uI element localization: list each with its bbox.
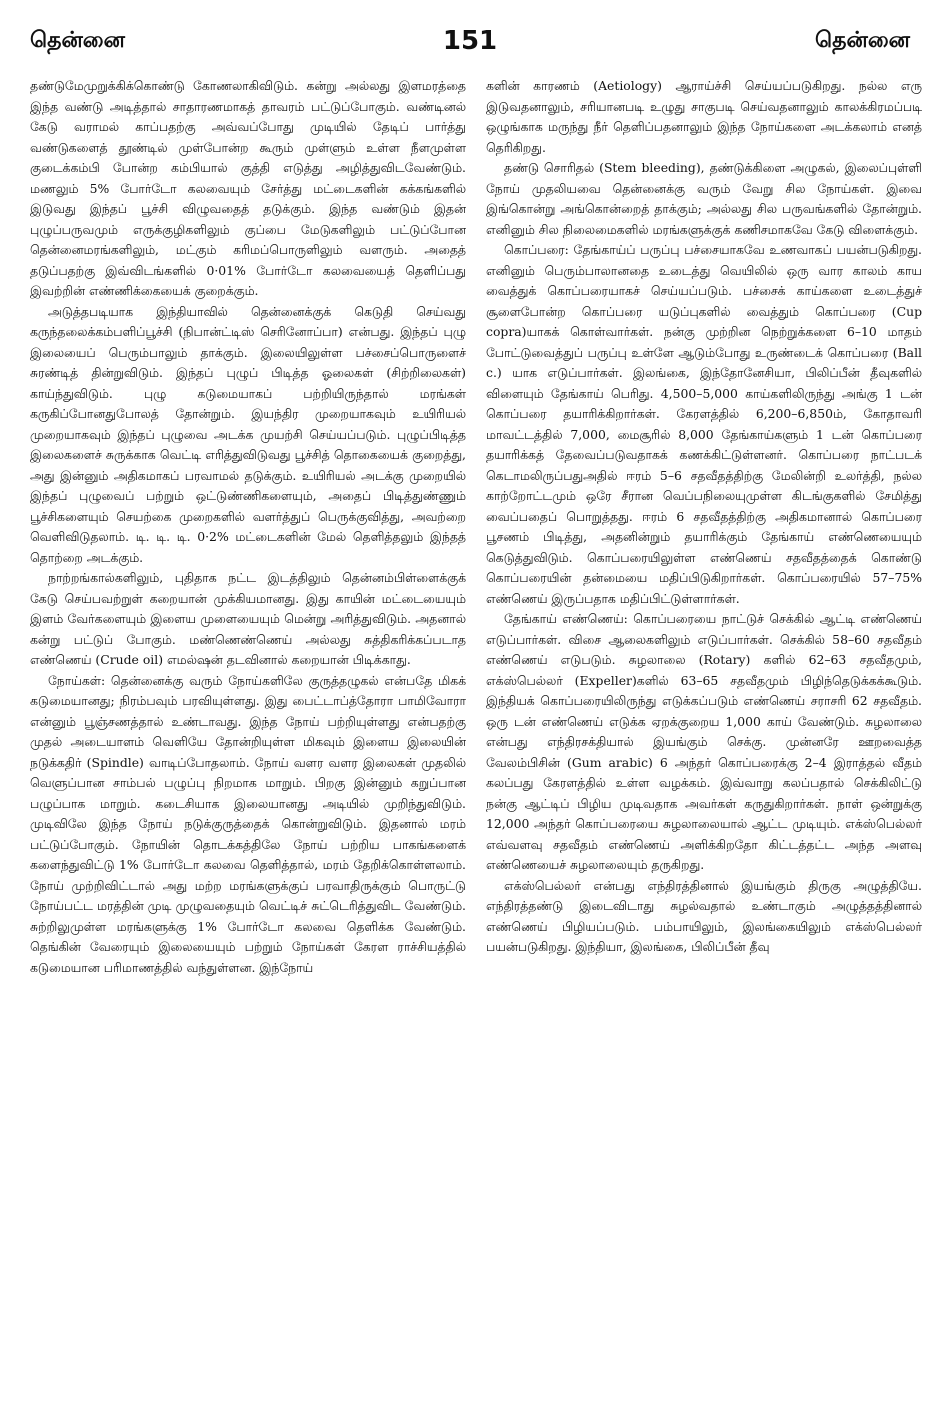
paragraph: தண்டு சொரிதல் (Stem bleeding), தண்டுக்கிளை அழுகல், இலைப்புள்ளி நோய் முதலியவை தென்னைக்கு வரும் வேறு சில நோய்கள். இவை இங்கொன்று அங்கொன்றைத் தாக்கும்; அல்லது சில பருவங்களில் தோன்றும். எனினும் சில நிலைமைகளில் மரங்களுக்குக் கணிசமாகவே கேடு விளைக்கும். — [486, 160, 922, 237]
running-head-right: தென்னை — [815, 28, 910, 53]
paragraph: தண்டுமேமுறுக்கிக்கொண்டு கோணலாகிவிடும். கன்று அல்லது இளமரத்தை இந்த வண்டு அடித்தால் சாதாரணமாகத் தாவரம் பட்டுப்போகும். வண்டினல் கேடு வராமல் காப்பதற்கு அவ்வப்போது முடியில் தேடிப் பார்த்து வண்டுகளைத் தூண்டில் முள்போன்ற கூரும் முள்ளும் உள்ள நீளமுள்ள குடைக்கம்பி போன்ற கம்பியால் குத்தி எடுத்து அழித்துவிடவேண்டும். மணலும் 5% போர்டோ கலவையும் சேர்த்து மட்டைகளின் கக்கங்களில் இடுவது இந்தப் பூச்சி விழுவதைத் தடுக்கும். இந்த வண்டும் இதன் புழுப்பருவமும் எருக்குழிகளிலும் குப்பை மேடுகளிலும் பட்டுப்போன தென்னைமரங்களிலும், மட்கும் கரிமப்பொருளிலும் வளரும். அதைத் தடுப்பதற்கு இவ்விடங்களில் 0·01% போர்டோ கலவையைத் தெளிப்பது இவற்றின் எண்ணிக்கையைக் குறைக்கும். — [30, 78, 466, 298]
paragraph: அடுத்தபடியாக இந்தியாவில் தென்னைக்குக் கெடுதி செய்வது கருந்தலைக்கம்பளிப்பூச்சி (நிபான்ட்டிஸ் செரினோப்பா) என்பது. இந்தப் புழு இலையைப் பெரும்பாலும் தாக்கும். இலையிலுள்ள பச்சைப்பொருளைச் சுரண்டித் தின்றுவிடும். இந்தப் புழுப் பிடித்த ஓலைகள் (சிற்றிலைகள்) காய்ந்துவிடும். புழு கடுமையாகப் பற்றியிருந்தால் மரங்கள் கருகிப்போனதுபோலத் தோன்றும். இயந்திர முறையாகவும் உயிரியல் முறையாகவும் இந்தப் புழுவை அடக்க முயற்சி செய்யப்படும். புழுப்பிடித்த இலைகளைச் சுருக்காக வெட்டி எரித்துவிடுவது பூச்சித் தொகையைக் குறைத்து, அது இன்னும் அதிகமாகப் பரவாமல் தடுக்கும். உயிரியல் அடக்கு முறையில் இந்தப் புழுவைப் பற்றும் ஒட்டுண்ணிகளையும், அதைப் பிடித்துண்ணும் பூச்சிகளையும் செயற்கை முறைகளில் வளர்த்துப் பெருக்குவித்து, அவற்றை வெளிவிடுதலாம். டி. டி. டி. 0·2% மட்டைகளின் மேல் தெளித்தலும் இந்தத் தொற்றை அடக்கும். — [30, 303, 466, 565]
page-number: 151 — [442, 26, 498, 56]
left-column — [30, 76, 466, 978]
page-header — [28, 24, 912, 64]
paragraph: களின் காரணம் (Aetiology) ஆராய்ச்சி செய்யப்படுகிறது. நல்ல எரு இடுவதனாலும், சரியானபடி உழுது சாகுபடி செய்வதனாலும் காலக்கிரமப்படி ஒழுங்காக மருந்து நீர் தெளிப்பதனாலும் இந்த நோய்களை அடக்கலாம் எனத் தெரிகிறது. — [486, 78, 922, 155]
right-column — [486, 76, 922, 958]
paragraph: நாற்றங்கால்களிலும், புதிதாக நட்ட இடத்திலும் தென்னம்பிள்ளைக்குக் கேடு செய்பவற்றுள் கறையான் முக்கியமானது. இது காயின் மட்டையையும் இளம் வேர்களையும் இளைய முளையையும் மென்று அரித்துவிடும். அதனால் கன்று பட்டுப் போகும். மண்ணெண்ணெய் அல்லது சுத்திகரிக்கப்படாத எண்ணெய் (Crude oil) எமல்ஷன் தடவினால் கறையான் பிடிக்காது. — [30, 570, 466, 667]
paragraph: எக்ஸ்பெல்லர் என்பது எந்திரத்தினால் இயங்கும் திருகு அழுத்தியே. எந்திரத்தண்டு இடைவிடாது சுழல்வதால் உண்டாகும் அழுத்தத்தினால் எண்ணெய் பிழியப்படும். பம்பாயிலும், இலங்கையிலும் எக்ஸ்பெல்லர் பயன்படுகிறது. இந்தியா, இலங்கை, பிலிப்பீன் தீவு — [486, 877, 922, 954]
paragraph: கொப்பரை: தேங்காய்ப் பருப்பு பச்சையாகவே உணவாகப் பயன்படுகிறது. எனினும் பெரும்பாலானதை உடைத்து வெயிலில் ஒரு வார காலம் காய வைத்துக் கொப்பரையாகச் செய்யப்படும். பச்சைக் காய்களை உடைத்துச் சூளைபோன்ற கொப்பரை யடுப்புகளில் வைத்தும் கொப்பரை (Cup copra)யாகக் கொள்வார்கள். நன்கு முற்றின நெற்றுக்களை 6–10 மாதம் போட்டுவைத்துப் பருப்பு உள்ளே ஆடும்போது உருண்டைக் கொப்பரை (Ball c.) யாக எடுப்பார்கள். இலங்கை, இந்தோனேசியா, பிலிப்பீன் தீவுகளில் விளையும் தேங்காய் பெரிது. 4,500–5,000 காய்களிலிருந்து அங்கு 1 டன் கொப்பரை தயாரிக்கிறார்கள். கேரளத்தில் 6,200–6,850ம், கோதாவரி மாவட்டத்தில் 7,000, மைசூரில் 8,000 தேங்காய்களும் 1 டன் கொப்பரை தயாரிக்கத் தேவைப்படுவதாகக் கணக்கிட்டுள்ளனர். கொப்பரை நாட்படக் கெடாமலிருப்பதுஅதில் ஈரம் 5–6 சதவீதத்திற்கு மேலின்றி உலர்த்தி, நல்ல காற்றோட்டமும் ஒரே சீரான வெப்பநிலையுமுள்ள கிடங்குகளில் சேமித்து வைப்பதைப் பொறுத்தது. ஈரம் 6 சதவீதத்திற்கு அதிகமானால் கொப்பரை பூசணம் பிடித்து, அதனின்றும் தயாரிக்கும் தேங்காய் எண்ணெயையும் கெடுத்துவிடும். கொப்பரையிலுள்ள எண்ணெய் சதவீதத்தைக் கொண்டு கொப்பரையின் தன்மையை மதிப்பிடுகிறார்கள். கொப்பரையில் 57–75% எண்ணெய் இருப்பதாக மதிப்பிட்டுள்ளார்கள். — [486, 242, 922, 606]
text-columns — [30, 76, 922, 1396]
paragraph: தேங்காய் எண்ணெய்: கொப்பரையை நாட்டுச் செக்கில் ஆட்டி எண்ணெய் எடுப்பார்கள். விசை ஆலைகளிலும் எடுப்பார்கள். செக்கில் 58–60 சதவீதம் எண்ணெய் எடுபடும். சுழலாலை (Rotary) களில் 62–63 சதவீதமும், எக்ஸ்பெல்லர் (Expeller)களில் 63–65 சதவீதமும் பிழிந்தெடுக்கக்கூடும். இந்தியக் கொப்பரையிலிருந்து எடுக்கப்படும் எண்ணெய் சராசரி 62 சதவீதம். ஒரு டன் எண்ணெய் எடுக்க ஏறக்குறைய 1,000 காய் வேண்டும். சுழலாலை என்பது எந்திரசக்தியால் இயங்கும் செக்கு. முன்னரே ஊறவைத்த வேலம்பிசின் (Gum arabic) 6 அந்தர் கொப்பரைக்கு 2–4 இராத்தல் வீதம் கலப்பது கேரளத்தில் உள்ள வழக்கம். இவ்வாறு கலப்பதால் செக்கிலிட்டு நன்கு ஆட்டிப் பிழிய முடிவதாக அவர்கள் கருதுகிறார்கள். நாள் ஒன்றுக்கு 12,000 அந்தர் கொப்பரையை சுழலாலையால் ஆட்ட முடியும். எக்ஸ்பெல்லர் எவ்வளவு சதவீதம் எண்ணெய் அளிக்கிறதோ கிட்டத்தட்ட அந்த அளவு எண்ணெயைச் சுழலாலையும் தருகிறது. — [486, 611, 922, 872]
running-head-left: தென்னை — [30, 28, 125, 53]
paragraph: நோய்கள்: தென்னைக்கு வரும் நோய்களிலே குருத்தழுகல் என்பதே மிகக் கடுமையானது; நிரம்பவும் பரவியுள்ளது. இது பைட்டாப்த்தோரா பாமிவோரா என்னும் பூஞ்சணத்தால் உண்டாவது. இந்த நோய் பற்றியுள்ளது என்பதற்கு முதல் அடையாளம் வெளியே தோன்றியுள்ள மிகவும் இளைய இலையின் நடுக்கதிர் (Spindle) வாடிப்போதலாம். நோய் வளர வளர இலைகள் முதலில் வெளுப்பான சாம்பல் பழுப்பு நிறமாக மாறும். பிறகு இன்னும் கறுப்பான பழுப்பாக மாறும். கடைசியாக இலையானது அடியில் முறிந்துவிடும். முடிவிலே இந்த நோய் நடுக்குருத்தைக் கொன்றுவிடும். இதனால் மரம் பட்டுப்போகும். நோயின் தொடக்கத்திலே நோய் பற்றிய பாகங்களைக் களைந்துவிட்டு 1% போர்டோ கலவை தெளித்தால், மரம் தேறிக்கொள்ளலாம். நோய் முற்றிவிட்டால் அது மற்ற மரங்களுக்குப் பரவாதிருக்கும் பொருட்டு நோய்பட்ட மரத்தின் முடி முழுவதையும் வெட்டிச் சுட்டெரித்துவிட வேண்டும். சுற்றிலுமுள்ள மரங்களுக்கு 1% போர்டோ கலவை தெளிக்க வேண்டும். தெங்கின் வேரையும் இலையையும் பற்றும் நோய்கள் கேரள ராச்சியத்தில் கடுமையான பரிமாணத்தில் வந்துள்ளன. இந்நோய் — [30, 672, 466, 975]
